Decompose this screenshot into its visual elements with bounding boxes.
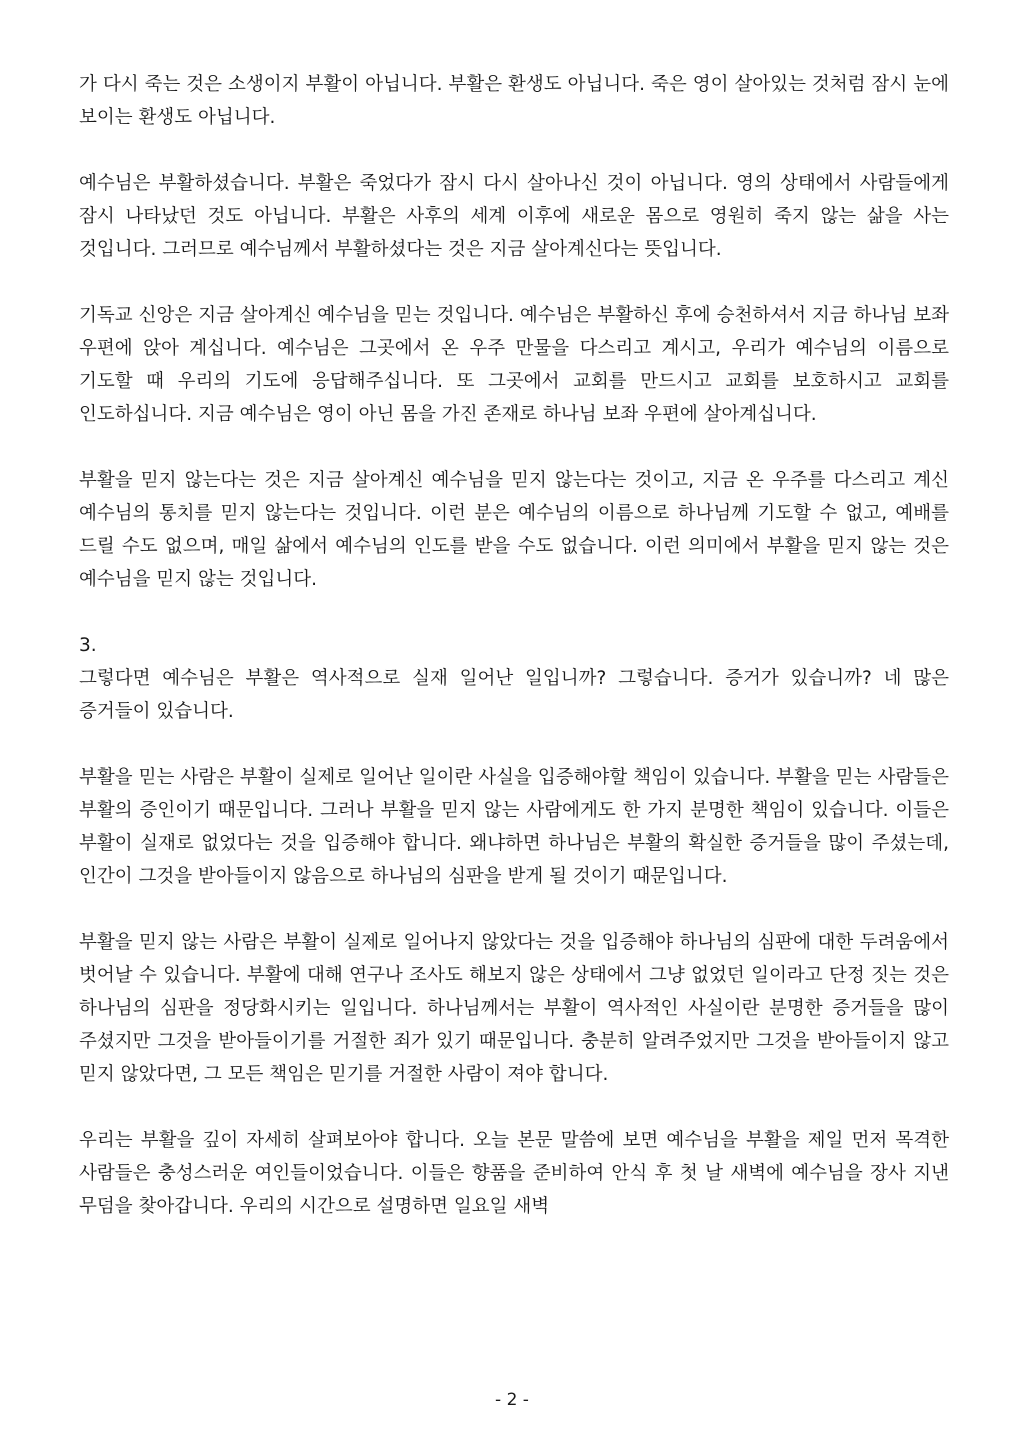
- paragraph-5: 그렇다면 예수님은 부활은 역사적으로 실재 일어난 일입니까? 그렇습니다. 증거가 있습니까? 네 많은 증거들이 있습니다.: [79, 668, 949, 722]
- section-number: 3.: [79, 635, 97, 656]
- paragraph-2: 예수님은 부활하셨습니다. 부활은 죽었다가 잠시 다시 살아나신 것이 아닙니다. 영의 상태에서 사람들에게 잠시 나타났던 것도 아닙니다. 부활은 사후의 세계 이후에 새로운 몸으로 영원히 죽지 않는 삶을 사는 것입니다. 그러므로 예수님께서 부활하셨다는 것은 지금 살아계신다는 뜻입니다.: [79, 173, 949, 260]
- paragraph-6: 부활을 믿는 사람은 부활이 실제로 일어난 일이란 사실을 입증해야할 책임이 있습니다. 부활을 믿는 사람들은 부활의 증인이기 때문입니다. 그러나 부활을 믿지 않는 사람에게도 한 가지 분명한 책임이 있습니다. 이들은 부활이 실재로 없었다는 것을 입증해야 합니다. 왜냐하면 하나님은 부활의 확실한 증거들을 많이 주셨는데, 인간이 그것을 받아들이지 않음으로 하나님의 심판을 받게 될 것이기 때문입니다.: [79, 767, 949, 887]
- paragraph-3: 기독교 신앙은 지금 살아계신 예수님을 믿는 것입니다. 예수님은 부활하신 후에 승천하셔서 지금 하나님 보좌 우편에 앉아 계십니다. 예수님은 그곳에서 온 우주 만물을 다스리고 계시고, 우리가 예수님의 이름으로 기도할 때 우리의 기도에 응답해주십니다. 또 그곳에서 교회를 만드시고 교회를 보호하시고 교회를 인도하십니다. 지금 예수님은 영이 아닌 몸을 가진 존재로 하나님 보좌 우편에 살아계십니다.: [79, 305, 949, 425]
- page-number: - 2 -: [495, 1390, 529, 1410]
- document-body: [79, 68, 949, 1256]
- paragraph-1: 가 다시 죽는 것은 소생이지 부활이 아닙니다. 부활은 환생도 아닙니다. 죽은 영이 살아있는 것처럼 잠시 눈에 보이는 환생도 아닙니다.: [79, 74, 949, 128]
- paragraph-7: 부활을 믿지 않는 사람은 부활이 실제로 일어나지 않았다는 것을 입증해야 하나님의 심판에 대한 두려움에서 벗어날 수 있습니다. 부활에 대해 연구나 조사도 해보지 않은 상태에서 그냥 없었던 일이라고 단정 짓는 것은 하나님의 심판을 정당화시키는 일입니다. 하나님께서는 부활이 역사적인 사실이란 분명한 증거들을 많이 주셨지만 그것을 받아들이기를 거절한 죄가 있기 때문입니다. 충분히 알려주었지만 그것을 받아들이지 않고 믿지 않았다면, 그 모든 책임은 믿기를 거절한 사람이 져야 합니다.: [79, 932, 950, 1085]
- paragraph-4: 부활을 믿지 않는다는 것은 지금 살아계신 예수님을 믿지 않는다는 것이고, 지금 온 우주를 다스리고 계신 예수님의 통치를 믿지 않는다는 것입니다. 이런 분은 예수님의 이름으로 하나님께 기도할 수 없고, 예배를 드릴 수도 없으며, 매일 삶에서 예수님의 인도를 받을 수도 없습니다. 이런 의미에서 부활을 믿지 않는 것은 예수님을 믿지 않는 것입니다.: [79, 470, 949, 590]
- paragraph-8: 우리는 부활을 깊이 자세히 살펴보아야 합니다. 오늘 본문 말씀에 보면 예수님을 부활을 제일 먼저 목격한 사람들은 충성스러운 여인들이었습니다. 이들은 향품을 준비하여 안식 후 첫 날 새벽에 예수님을 장사 지낸 무덤을 찾아갑니다. 우리의 시간으로 설명하면 일요일 새벽: [79, 1130, 949, 1217]
